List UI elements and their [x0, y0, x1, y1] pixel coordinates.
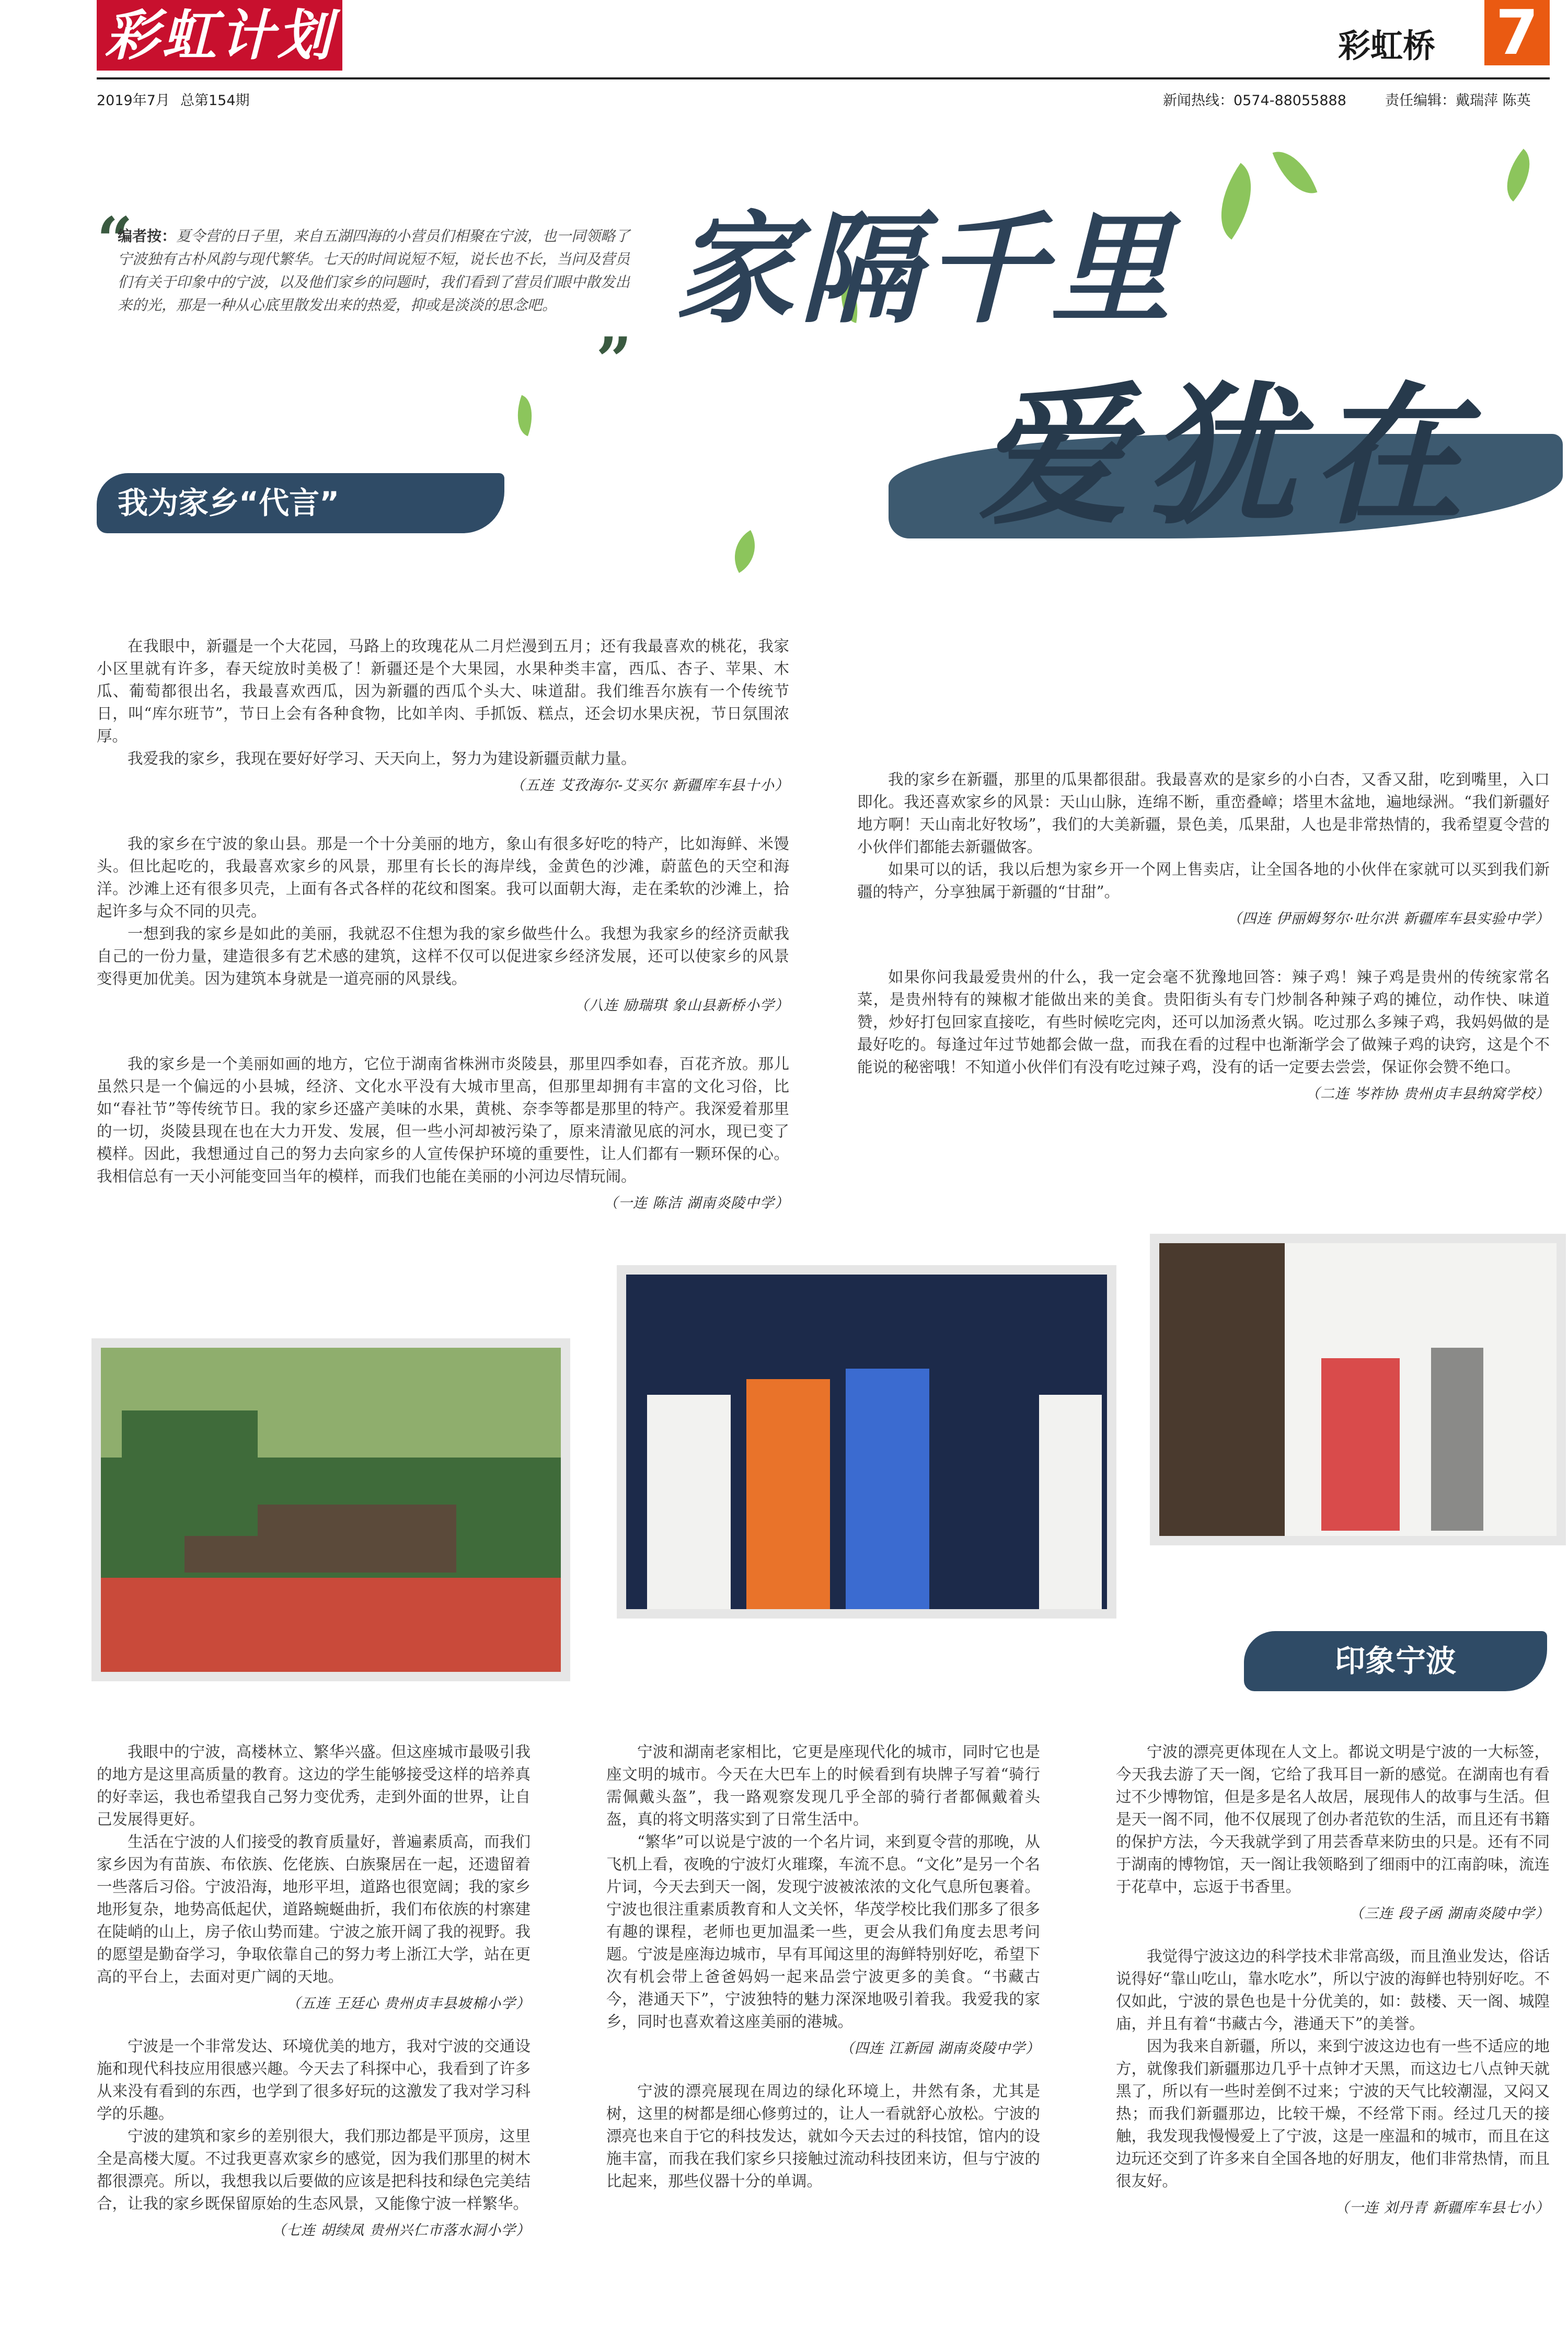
section2-column-1: [97, 1741, 531, 2246]
author-signature: （一连 刘丹青 新疆库车县七小）: [1334, 2200, 1550, 2216]
headline-line-1: 家隔千里: [674, 199, 1176, 340]
editor-note-text: 夏令营的日子里，来自五湖四海的小营员们相聚在宁波，也一同领略了宁波独有古朴风韵与现代繁华。七天的时间说短不短，说长也不长，当问及营员们有关于印象中的宁波，以及他们家乡的问题时，我们看到了营员们眼中散发出来的光，那是一种从心底里散发出来的热爱，抑或是淡淡的思念吧。: [118, 227, 630, 314]
author-signature: （一连 陈洁 湖南炎陵中学）: [603, 1195, 789, 1211]
article-paragraph: 我的家乡在新疆，那里的瓜果都很甜。我最喜欢的是家乡的小白杏，又香又甜，吃到嘴里，入口即化。我还喜欢家乡的风景：天山山脉，连绵不断，重峦叠嶂；塔里木盆地，遍地绿洲。“我们新疆好地方啊！天山南北好牧场”，我们的大美新疆，景色美，瓜果甜，人也是非常热情的，我希望夏令营的小伙伴们都能去新疆做客。: [857, 771, 1550, 856]
section-label-hometown: 我为家乡“代言”: [97, 473, 504, 533]
section1-right-column: [857, 768, 1550, 1110]
article-entry: [606, 1741, 1040, 2064]
photo-frame: [617, 1265, 1116, 1619]
photo-frame: [91, 1338, 570, 1681]
article-paragraph: 在我眼中，新疆是一个大花园，马路上的玫瑰花从二月烂漫到五月；还有我最喜欢的桃花，我家小区里就有许多，春天绽放时美极了！新疆还是个大果园，水果种类丰富，西瓜、杏子、苹果、木瓜、葡萄都很出名，我最喜欢西瓜，因为新疆的西瓜个头大、味道甜。我们维吾尔族有一个传统节日，叫“库尔班节”，节日上会有各种食物，比如羊肉、手抓饭、糕点，还会切水果庆祝，节日氛围浓厚。: [97, 637, 789, 745]
article-paragraph: 宁波的漂亮展现在周边的绿化环境上，井然有条，尤其是树，这里的树都是细心修剪过的，让人一看就舒心放松。宁波的漂亮也来自于它的科技发达，就如今天去过的科技馆，馆内的设施丰富，而我在我们家乡只接触过流动科技团来访，但与宁波的比起来，那些仪器十分的单调。: [606, 2082, 1040, 2190]
article-paragraph: “繁华”可以说是宁波的一个名片词，来到夏令营的那晚，从飞机上看，夜晚的宁波灯火璀璨，车流不息。“文化”是另一个名片词，今天去到天一阁，发现宁波被浓浓的文化气息所包裹着。宁波也很注重素质教育和人文关怀，华茂学校比我们那多了很多有趣的课程，老师也更加温柔一些，更会从我们角度去思考问题。宁波是座海边城市，早有耳闻这里的海鲜特别好吃，希望下次有机会带上爸爸妈妈一起来品尝宁波更多的美食。“书藏古今，港通天下”，宁波独特的魅力深深地吸引着我。我爱我的家乡，同时也喜欢着这座美丽的港城。: [606, 1833, 1040, 2030]
article-entry: [97, 635, 789, 801]
photo-child: [647, 1395, 731, 1609]
article-paragraph: 宁波的建筑和家乡的差别很大，我们那边都是平顶房，这里全是高楼大厦。不过我更喜欢家乡的感觉，因为我们那里的树木都很漂亮。所以，我想我以后要做的应该是把科技和绿色完美结合，让我的家乡既保留原始的生态风景，又能像宁波一样繁华。: [97, 2127, 531, 2212]
article-paragraph: 因为我来自新疆，所以，来到宁波这边也有一些不适应的地方，就像我们新疆那边几乎十点钟才天黑，而这边七八点钟天就黑了，所以有一些时差倒不过来；宁波的天气比较潮湿，又闷又热；而我们新疆那边，比较干燥，不经常下雨。经过几天的接触，我发现我慢慢爱上了宁波，这是一座温和的城市，而且在这边玩还交到了许多来自全国各地的好朋友，他们非常热情，而且很友好。: [1116, 2037, 1550, 2190]
article-paragraph: 我爱我的家乡，我现在要好好学习、天天向上，努力为建设新疆贡献力量。: [128, 750, 637, 767]
article-entry: [606, 2080, 1040, 2193]
quote-close-mark: ”: [596, 324, 632, 397]
article-paragraph: 我的家乡是一个美丽如画的地方，它位于湖南省株洲市炎陵县，那里四季如春，百花齐放。那儿虽然只是一个偏远的小县城，经济、文化水平没有大城市里高，但那里却拥有丰富的文化习俗，比如“春社节”等传统节日。我的家乡还盛产美味的水果，黄桃、奈李等都是那里的特产。我深爱着那里的一切，炎陵县现在也在大力开发、发展，但一些小河却被污染了，原来清澈见底的河水，现已变了模样。因此，我想通过自己的努力去向家乡的人宣传保护环境的重要性，让人们都有一颗环保的心。我相信总有一天小河能变回当年的模样，而我们也能在美丽的小河边尽情玩闹。: [97, 1055, 789, 1185]
masthead-logo: 彩虹计划: [97, 0, 342, 71]
leaf-decoration: [1202, 163, 1271, 240]
headline-line-2: 爱犹在: [977, 368, 1479, 545]
photo-child: [746, 1379, 830, 1609]
article-entry: [97, 1053, 789, 1219]
photo-pillar: [1483, 1306, 1557, 1536]
photo-children-singing: [626, 1275, 1107, 1609]
article-entry: [97, 2035, 531, 2246]
section-label-ningbo: 印象宁波: [1244, 1631, 1547, 1691]
author-signature: （五连 艾孜海尔-艾买尔 新疆库车县十小）: [510, 777, 789, 794]
page-number-badge: 7: [1484, 0, 1550, 65]
photo-child: [945, 1374, 1029, 1609]
photo-wall: [1159, 1243, 1285, 1536]
news-hotline: 新闻热线：0574-88055888: [1163, 93, 1346, 109]
section-name: 彩虹桥: [1338, 27, 1436, 65]
article-paragraph: 一想到我的家乡是如此的美丽，我就忍不住想为我的家乡做些什么。我想为我家乡的经济贡献我自己的一份力量，建造很多有艺术感的建筑，这样不仅可以促进家乡经济发展，还可以使家乡的风景变得更加优美。因为建筑本身就是一道亮丽的风景线。: [97, 925, 789, 988]
article-paragraph: 我眼中的宁波，高楼林立、繁华兴盛。但这座城市最吸引我的地方是这里高质量的教育。这边的学生能够接受这样的培养真的好幸运，我也希望我自己努力变优秀，走到外面的世界，让自己发展得更好。: [97, 1743, 531, 1828]
photo-building: [122, 1410, 258, 1536]
article-paragraph: 如果可以的话，我以后想为家乡开一个网上售卖店，让全国各地的小伙伴在家就可以买到我们新疆的特产，分享独属于新疆的“甘甜”。: [857, 861, 1550, 901]
article-entry: [857, 768, 1550, 935]
leaf-decoration: [509, 395, 540, 437]
section1-left-column: [97, 635, 789, 1219]
article-entry: [1116, 1741, 1550, 1930]
article-paragraph: 我觉得宁波这边的科学技术非常高级，而且渔业发达，俗话说得好“靠山吃山，靠水吃水”，所以宁波的海鲜也特别好吃。不仅如此，宁波的景色也是十分优美的，如：鼓楼、天一阁、城隍庙，并且有着“书藏古今，港通天下”的美誉。: [1116, 1947, 1550, 2033]
photo-child: [1039, 1395, 1102, 1609]
author-signature: （四连 江新园 湖南炎陵中学）: [839, 2040, 1040, 2057]
photo-garden-pond: [101, 1348, 561, 1672]
photo-girl: [1321, 1358, 1400, 1531]
article-paragraph: 如果你问我最爱贵州的什么，我一定会毫不犹豫地回答：辣子鸡！辣子鸡是贵州的传统家常名菜，是贵州特有的辣椒才能做出来的美食。贵阳街头有专门炒制各种辣子鸡的摊位，动作快、味道赞，炒好打包回家直接吃，有些时候吃完肉，还可以加汤煮火锅。吃过那么多辣子鸡，我妈妈做的是最好吃的。每逢过年过节她都会做一盘，而我在看的过程中也渐渐学会了做辣子鸡的诀窍，这是个不能说的秘密哦！不知道小伙伴们有没有吃过辣子鸡，没有的话一定要去尝尝，保证你会赞不绝口。: [857, 968, 1550, 1076]
editor-note: [118, 225, 635, 317]
issue-date: 2019年7月: [97, 93, 170, 109]
leaf-decoration: [1273, 143, 1318, 202]
author-signature: （七连 胡续凤 贵州兴仁市落水洞小学）: [271, 2222, 531, 2239]
author-signature: （五连 王廷心 贵州贞丰县坡棉小学）: [286, 1995, 531, 2012]
author-signature: （三连 段子函 湖南炎陵中学）: [1349, 1906, 1550, 1922]
article-paragraph: 宁波的漂亮更体现在人文上。都说文明是宁波的一大标签，今天我去游了天一阁，它给了我耳目一新的感觉。在湖南也有看过不少博物馆，但是多是名人故居，展现伟人的故事与生活。但是天一阁不同，他不仅展现了创办者范钦的生活，而且还有书籍的保护方法，今天我就学到了用芸香草来防虫的只是。还有不同于湖南的博物馆，天一阁让我领略到了细雨中的江南韵味，流连于花草中，忘返于书香里。: [1116, 1743, 1550, 1896]
article-entry: [97, 1741, 531, 2020]
photo-girls-reading: [1159, 1243, 1557, 1536]
masthead-rule: [97, 77, 1550, 79]
article-paragraph: 宁波和湖南老家相比，它更是座现代化的城市，同时它也是座文明的城市。今天在大巴车上的时候看到有块牌子写着“骑行需佩戴头盔”，我一路观察发现几乎全部的骑行者都佩戴着头盔，真的将文明落实到了日常生活中。: [606, 1743, 1040, 1828]
article-entry: [857, 966, 1550, 1110]
article-entry: [97, 833, 789, 1022]
author-signature: （四连 伊丽姆努尔·吐尔洪 新疆库车县实验中学）: [1227, 911, 1550, 927]
article-paragraph: 生活在宁波的人们接受的教育质量好，普遍素质高，而我们家乡因为有苗族、布依族、仡佬族、白族聚居在一起，还遗留着一些落后习俗。宁波沿海，地形平坦，道路也很宽阔；我的家乡地形复杂，地势高低起伏，道路蜿蜒曲折，我们布依族的村寨建在陡峭的山上，房子依山势而建。宁波之旅开阔了我的视野。我的愿望是勤奋学习，争取依靠自己的努力考上浙江大学，站在更高的平台上，去面对更广阔的天地。: [97, 1833, 531, 1986]
photo-frame: [1150, 1234, 1566, 1545]
photo-pond: [101, 1578, 561, 1672]
section2-column-3: [1116, 1741, 1550, 2224]
section2-column-2: [606, 1741, 1040, 2193]
photo-child: [846, 1369, 929, 1609]
article-entry: [1116, 1945, 1550, 2224]
article-paragraph: 我的家乡在宁波的象山县。那是一个十分美丽的地方，象山有很多好吃的特产，比如海鲜、米馒头。但比起吃的，我最喜欢家乡的风景，那里有长长的海岸线，金黄色的沙滩，蔚蓝色的天空和海洋。沙滩上还有很多贝壳，上面有各式各样的花纹和图案。我可以面朝大海，走在柔软的沙滩上，拾起许多与众不同的贝壳。: [97, 835, 789, 920]
leaf-decoration: [1493, 148, 1543, 201]
editor-note-label: 编者按：: [118, 227, 177, 245]
author-signature: （八连 励瑞琪 象山县新桥小学）: [574, 997, 789, 1014]
article-paragraph: 宁波是一个非常发达、环境优美的地方，我对宁波的交通设施和现代科技应用很感兴趣。今天去了科探中心，我看到了许多从来没有看到的东西，也学到了很多好玩的这激发了我对学习科学的乐趣。: [97, 2037, 531, 2123]
author-signature: （二连 岑祚协 贵州贞丰县纳窝学校）: [1305, 1086, 1550, 1102]
responsible-editor: 责任编辑：戴瑞萍 陈英: [1385, 93, 1531, 109]
issue-number: 总第154期: [180, 93, 250, 109]
leaf-decoration: [723, 530, 766, 573]
quote-open-mark: “: [97, 203, 133, 277]
